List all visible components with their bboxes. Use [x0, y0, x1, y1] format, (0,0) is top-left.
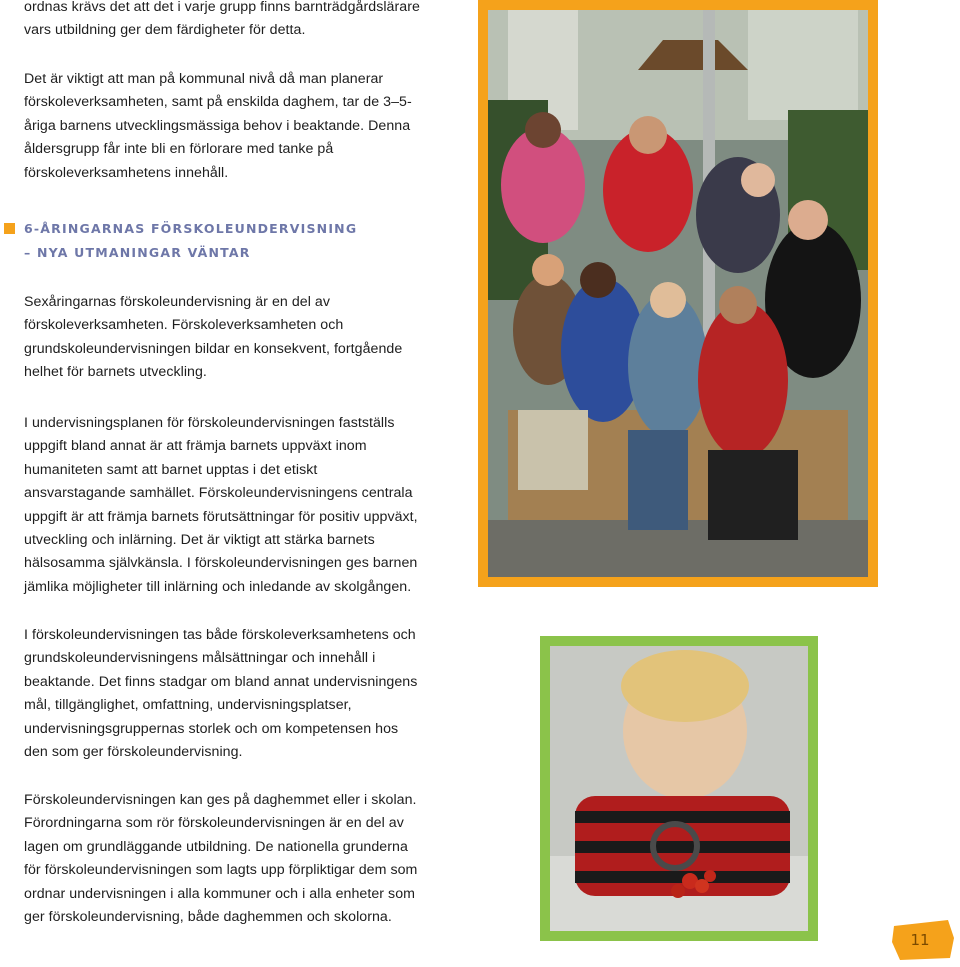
section-heading-title: 6-ÅRINGARNAS FÖRSKOLEUNDERVISNING [24, 221, 358, 236]
paragraph-section-3: I förskoleundervisningen tas både förskoleverksamhetens och grundskoleundervisningens målsättningar och innehåll i beaktande. Det finns stadgar om bland annat undervisningens mål, tillgänglighet, omfattning, undervisningsplatser, undervisningsgruppernas storlek och om kompetensen hos den som ger förskoleundervisning. [24, 627, 418, 761]
section-heading-subtitle: – NYA UTMANINGAR VÄNTAR [24, 245, 251, 260]
boy-with-magnifier-photo [550, 646, 808, 931]
paragraph-section-4: Förskoleundervisningen kan ges på daghemmet eller i skolan. Förordningarna som rör förskoleundervisningen är en del av lagen om grundläggande utbildning. De nationella grunderna för förskoleundervisningen som lagts upp förpliktigar dem som ordnar undervisningen i alla kommuner och i alla enheter som ger förskoleundervisning, både daghemmen och skolorna. [24, 792, 418, 926]
boy-photo-frame [540, 636, 818, 941]
paragraph-intro-2: Det är viktigt att man på kommunal nivå då man planerar förskoleverksamheten, samt på enskilda daghem, tar de 3–5-åriga barnens utvecklingsmässiga behov i beaktande. Denna åldersgrupp får inte bli en förlorare med tanke på förskoleverksamhetens innehåll. [24, 71, 412, 181]
paragraph-section-2: I undervisningsplanen för förskoleundervisningen fastställs uppgift bland annat är att främja barnets uppväxt inom humaniteten samt att barnet upptas i det etiskt ansvarstagande samhället. Förskoleundervisningens centrala uppgift är att främja barnets förutsättningar för positiv uppväxt, utveckling och inlärning. Det är viktigt att stärka barnets hälsosamma självkänsla. I förskoleundervisningen ges barnen jämlika möjligheter till inlärning och inledande av skolgången. [24, 415, 418, 595]
paragraph-section-1: Sexåringarnas förskoleundervisning är en del av förskoleverksamheten. Förskoleverksamheten och grundskoleundervisningen bildar en konsekvent, fortgående helhet för barnets utveckling. [24, 294, 403, 381]
paragraph-intro-1: ordnas krävs det att det i varje grupp finns barnträdgårdslärare vars utbildning ger dem färdigheter för detta. [24, 0, 420, 39]
group-photo [488, 10, 868, 577]
page-number: 11 [910, 931, 930, 949]
square-bullet-icon [4, 223, 15, 234]
group-photo-frame [478, 0, 878, 587]
